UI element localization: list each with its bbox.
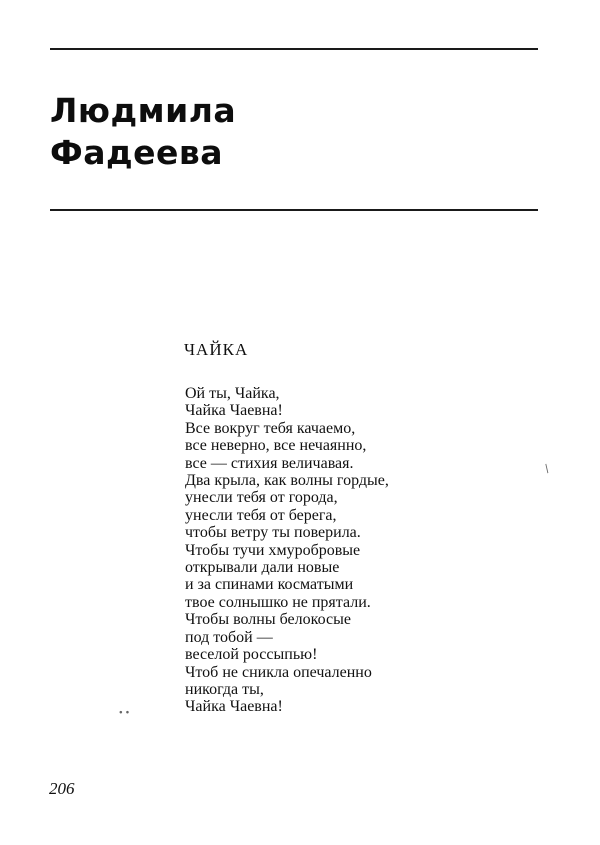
poem-title: ЧАЙКА: [184, 340, 249, 359]
poem-line: все — стихия величавая.: [185, 454, 354, 472]
poem-line: и за спинами косматыми: [185, 576, 354, 594]
scan-speck: ∙∙: [118, 708, 132, 718]
poem-line: унесли тебя от города,: [185, 489, 338, 507]
bottom-rule: [50, 209, 538, 211]
poem-line: чтобы ветру ты поверила.: [185, 524, 361, 542]
author-last-name: Фадеева: [50, 133, 224, 172]
poem-body: [185, 385, 389, 716]
poem-line: Чайка Чаевна!: [185, 402, 283, 420]
top-rule: [50, 48, 538, 50]
poem-line: Ой ты, Чайка,: [185, 385, 280, 402]
poem-line: все неверно, все нечаянно,: [185, 437, 367, 455]
page-number: 206: [49, 779, 75, 798]
poem-line: Чтобы волны белокосые: [185, 611, 351, 629]
poem-line: Чтоб не сникла опечаленно: [185, 663, 372, 681]
poem-line: Чтобы тучи хмуробровые: [185, 541, 361, 559]
scan-speck: ∕: [541, 461, 552, 476]
poem-line: никогда ты,: [185, 680, 264, 698]
author-first-name: Людмила: [50, 91, 237, 130]
poem-line: унесли тебя от берега,: [185, 506, 337, 524]
poem-line: Два крыла, как волны гордые,: [185, 472, 389, 490]
author-name: [50, 90, 236, 174]
poem-line: Чайка Чаевна!: [185, 698, 283, 716]
poem-line: Все вокруг тебя качаемо,: [185, 419, 356, 437]
poem-line: веселой россыпью!: [185, 646, 318, 664]
poem-line: открывали дали новые: [185, 559, 340, 577]
poem-line: твое солнышко не прятали.: [185, 593, 371, 611]
poem-line: под тобой —: [185, 628, 273, 646]
